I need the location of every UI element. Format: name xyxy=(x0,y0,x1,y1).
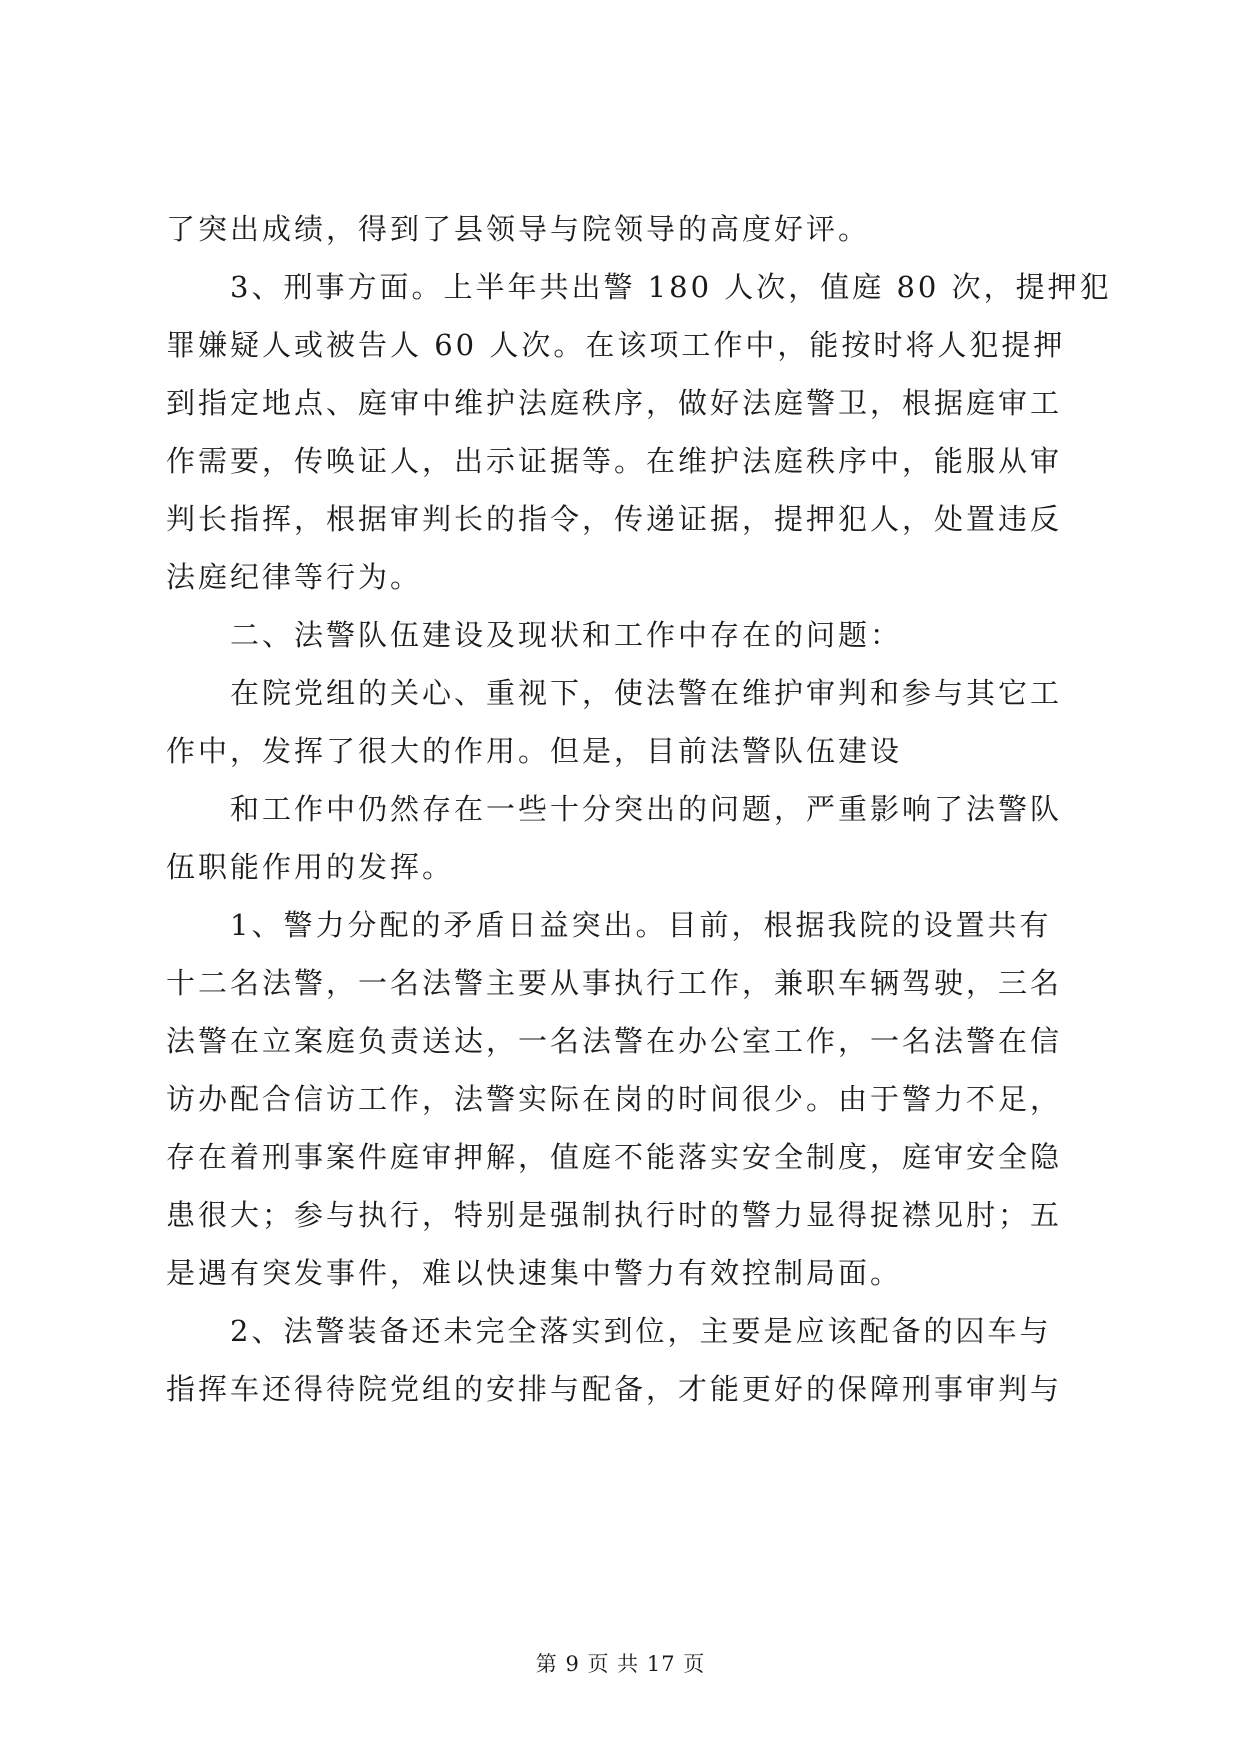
body-line: 伍职能作用的发挥。 xyxy=(166,850,455,884)
body-line: 2、法警装备还未完全落实到位，主要是应该配备的囚车与 xyxy=(230,1314,1052,1348)
body-line: 罪嫌疑人或被告人 60 人次。在该项工作中，能按时将人犯提押 xyxy=(166,328,1066,362)
body-line: 指挥车还得待院党组的安排与配备，才能更好的保障刑事审判与 xyxy=(166,1372,1063,1406)
body-line: 法庭纪律等行为。 xyxy=(166,560,423,594)
body-line: 是遇有突发事件，难以快速集中警力有效控制局面。 xyxy=(166,1256,903,1290)
body-line: 法警在立案庭负责送达，一名法警在办公室工作，一名法警在信 xyxy=(166,1024,1063,1058)
body-line: 了突出成绩，得到了县领导与院领导的高度好评。 xyxy=(166,212,871,246)
body-line: 二、法警队伍建设及现状和工作中存在的问题： xyxy=(230,618,903,652)
page-footer: 第 9 页 共 17 页 xyxy=(535,1652,706,1676)
body-line: 判长指挥，根据审判长的指令，传递证据，提押犯人，处置违反 xyxy=(166,502,1063,536)
body-line: 3、刑事方面。上半年共出警 180 人次，值庭 80 次，提押犯 xyxy=(230,270,1112,304)
body-line: 作中，发挥了很大的作用。但是，目前法警队伍建设 xyxy=(166,734,903,768)
body-line: 到指定地点、庭审中维护法庭秩序，做好法庭警卫，根据庭审工 xyxy=(166,386,1063,420)
body-line: 患很大；参与执行，特别是强制执行时的警力显得捉襟见肘；五 xyxy=(166,1198,1063,1232)
body-line: 访办配合信访工作，法警实际在岗的时间很少。由于警力不足， xyxy=(166,1082,1063,1116)
body-line: 1、警力分配的矛盾日益突出。目前，根据我院的设置共有 xyxy=(230,908,1052,942)
body-line: 作需要，传唤证人，出示证据等。在维护法庭秩序中，能服从审 xyxy=(166,444,1063,478)
body-line: 存在着刑事案件庭审押解，值庭不能落实安全制度，庭审安全隐 xyxy=(166,1140,1063,1174)
body-line: 和工作中仍然存在一些十分突出的问题，严重影响了法警队 xyxy=(230,792,1063,826)
body-line: 十二名法警，一名法警主要从事执行工作，兼职车辆驾驶，三名 xyxy=(166,966,1063,1000)
document-body xyxy=(166,200,1112,1418)
body-line: 在院党组的关心、重视下，使法警在维护审判和参与其它工 xyxy=(230,676,1063,710)
